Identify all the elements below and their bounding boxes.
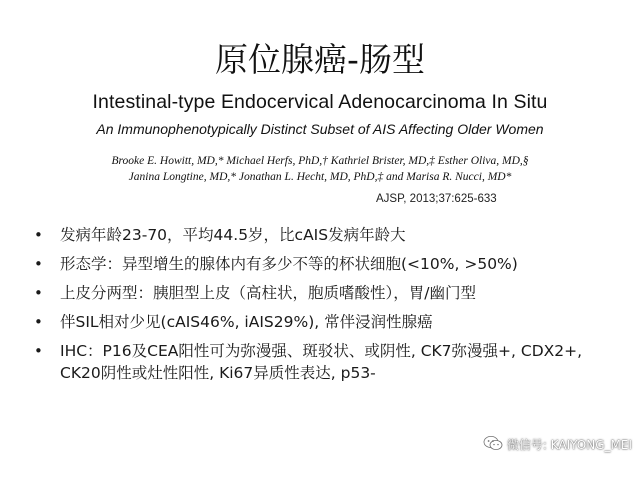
bullet-item bbox=[30, 253, 620, 275]
bullet-item bbox=[30, 340, 620, 384]
bullet-text: 形态学：异型增生的腺体内有多少不等的杯状细胞(<10%, >50%) bbox=[60, 255, 518, 273]
citation: AJSP, 2013;37:625-633 bbox=[376, 193, 497, 205]
bullet-marker: • bbox=[34, 284, 43, 302]
bullet-marker: • bbox=[34, 313, 43, 331]
paper-title: Intestinal-type Endocervical Adenocarcinoma In Situ bbox=[92, 91, 548, 113]
bullet-text: IHC：P16及CEA阳性可为弥漫强、斑驳状、或阴性, CK7弥漫强+, CDX2+, CK20阴性或灶性阳性, Ki67异质性表达, p53- bbox=[60, 342, 583, 382]
bullet-item bbox=[30, 311, 620, 333]
bullet-text: 发病年龄23-70，平均44.5岁，比cAIS发病年龄大 bbox=[60, 226, 406, 244]
bullet-item bbox=[30, 224, 620, 246]
bullet-marker: • bbox=[34, 342, 43, 360]
wechat-icon bbox=[483, 435, 503, 454]
bullet-text: 伴SIL相对少见(cAIS46%, iAIS29%), 常伴浸润性腺癌 bbox=[60, 313, 433, 331]
slide-title: 原位腺癌-肠型 bbox=[215, 40, 425, 79]
bullet-marker: • bbox=[34, 255, 43, 273]
watermark-text: 微信号: KAIYONG_MEI bbox=[506, 438, 632, 452]
paper-authors bbox=[0, 153, 640, 185]
bullet-item bbox=[30, 282, 620, 304]
paper-subtitle: An Immunophenotypically Distinct Subset of AIS Affecting Older Women bbox=[96, 121, 544, 137]
bullet-text: 上皮分两型：胰胆型上皮（高柱状，胞质嗜酸性），胃/幽门型 bbox=[60, 284, 476, 302]
authors-line-2: Janina Longtine, MD,* Jonathan L. Hecht, MD, PhD,‡ and Marisa R. Nucci, MD* bbox=[128, 171, 512, 183]
bullet-marker: • bbox=[34, 226, 43, 244]
bullet-list bbox=[30, 224, 620, 391]
wechat-watermark bbox=[483, 435, 632, 454]
authors-line-1: Brooke E. Howitt, MD,* Michael Herfs, PhD,† Kathriel Brister, MD,‡ Esther Oliva, MD,§ bbox=[111, 155, 529, 167]
